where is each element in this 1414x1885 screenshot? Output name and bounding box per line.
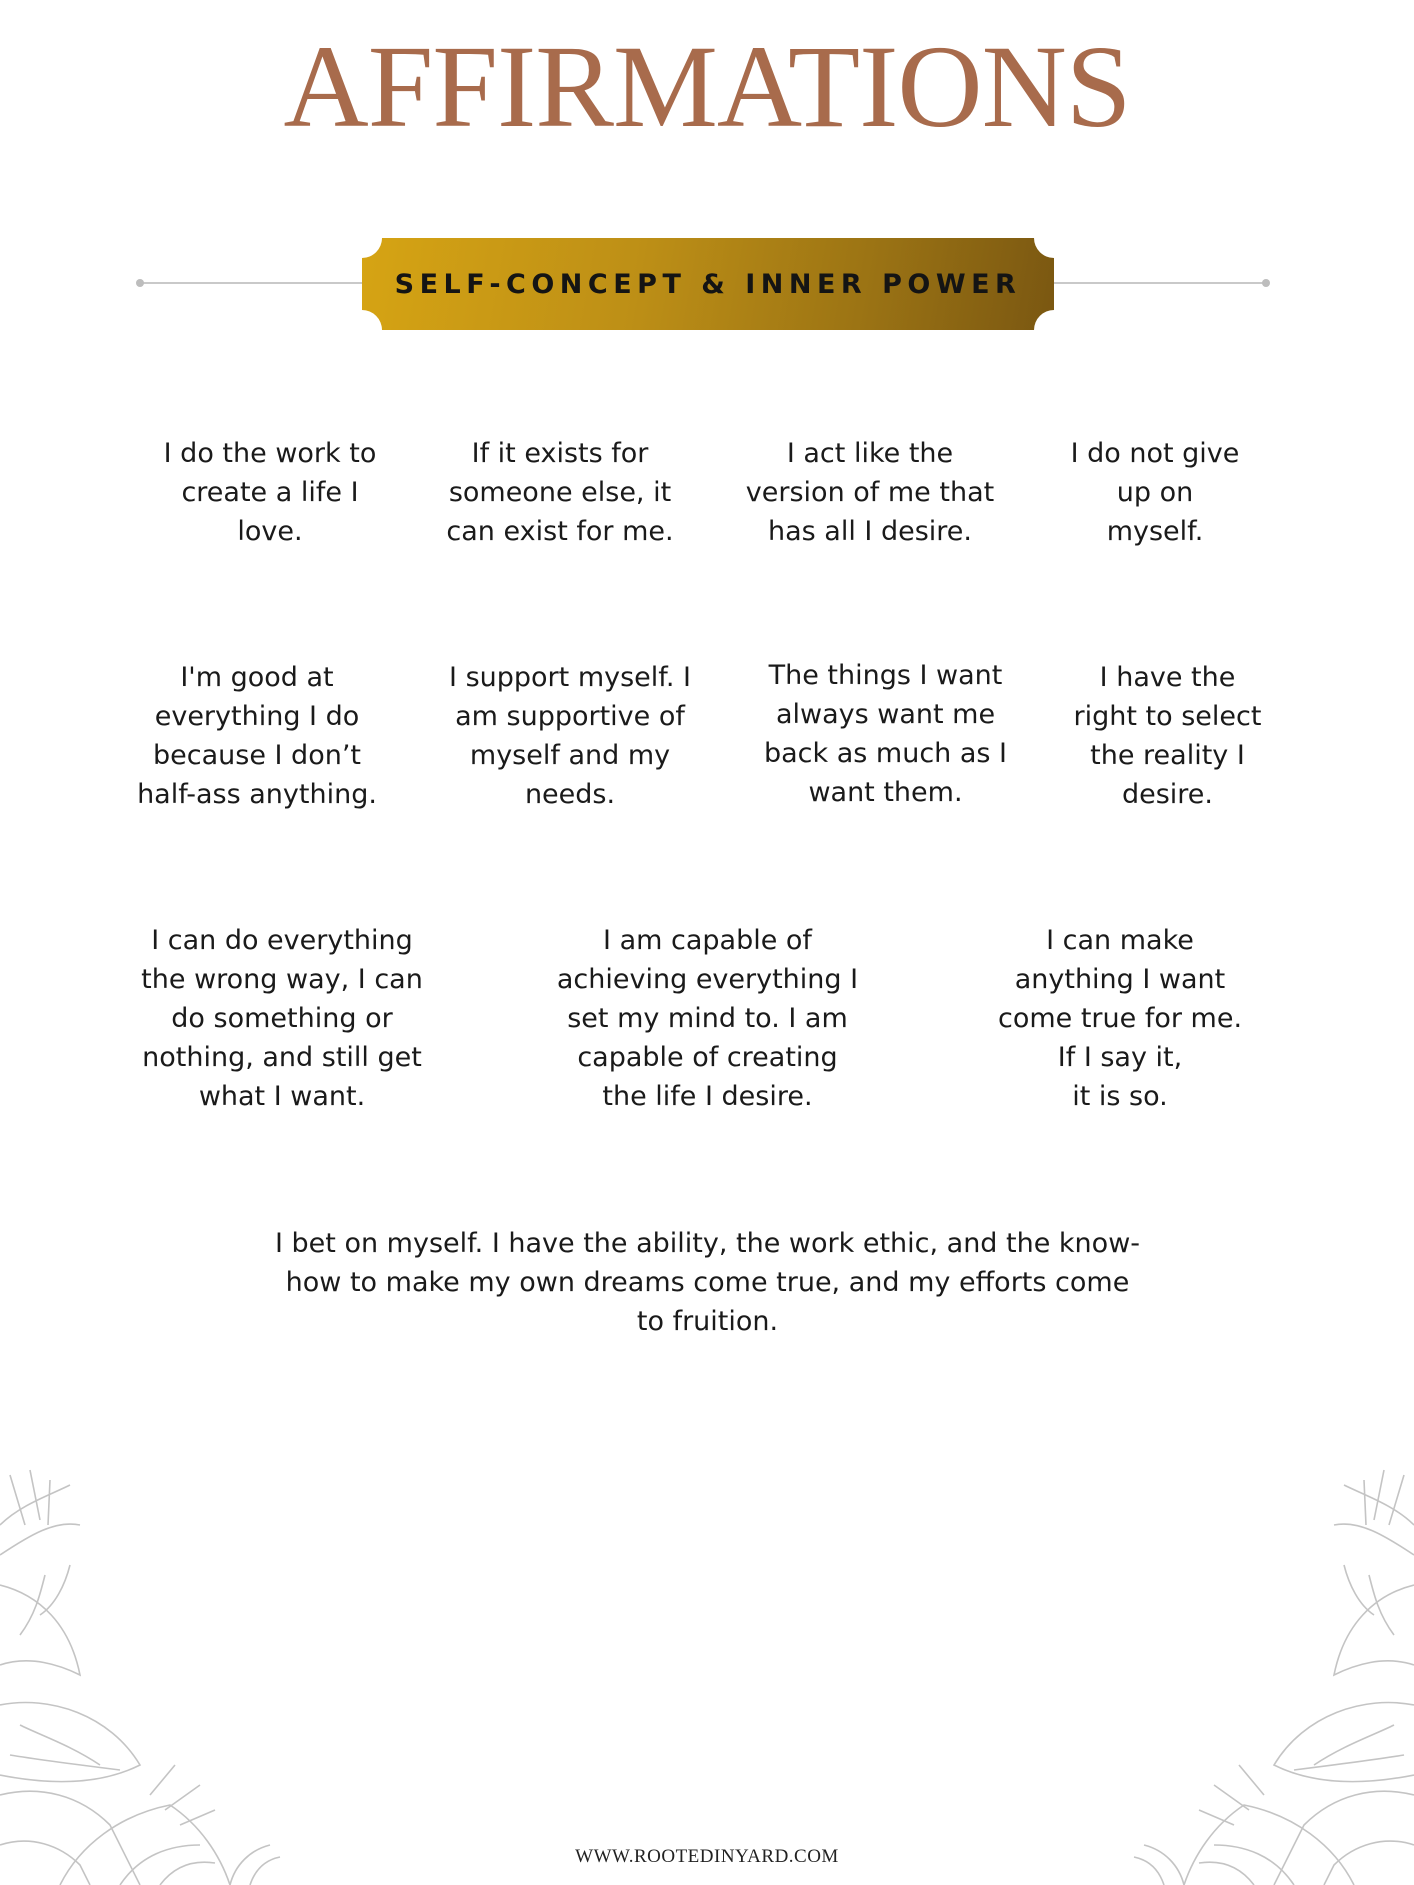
affirmation-5: I'm good at everything I do because I don’t half-ass anything. [137,662,377,810]
affirmation-1: I do the work to create a life I love. [163,438,377,547]
affirmation-11: I can make anything I want come true for me. If I say it, it is so. [997,925,1243,1112]
affirmation-9: I can do everything the wrong way, I can do something or nothing, and still get what I want. [141,925,423,1112]
section-banner-label: SELF-CONCEPT & INNER POWER [394,268,1022,300]
affirmation-12: I bet on myself. I have the ability, the work ethic, and the know- how to make my own dreams come true, and my efforts come to fruition. [274,1228,1141,1337]
floral-right-icon [1114,1465,1414,1885]
section-banner [362,238,1054,330]
affirmation-4: I do not give up on myself. [1070,438,1240,547]
divider-left-dot [136,279,144,287]
page-title: AFFIRMATIONS [283,21,1131,152]
affirmation-2: If it exists for someone else, it can exist for me. [446,438,674,547]
floral-left-icon [0,1465,300,1885]
footer-website: WWW.ROOTEDINYARD.COM [575,1846,839,1867]
divider-right-dot [1262,279,1270,287]
affirmation-7: The things I want always want me back as much as I want them. [763,660,1008,808]
affirmation-10: I am capable of achieving everything I set my mind to. I am capable of creating the life I desire. [556,925,859,1112]
affirmation-3: I act like the version of me that has all I desire. [745,438,995,547]
divider-left [140,282,365,284]
affirmation-8: I have the right to select the reality I desire. [1073,662,1262,810]
affirmation-6: I support myself. I am supportive of myself and my needs. [449,662,691,810]
divider-right [1048,282,1266,284]
